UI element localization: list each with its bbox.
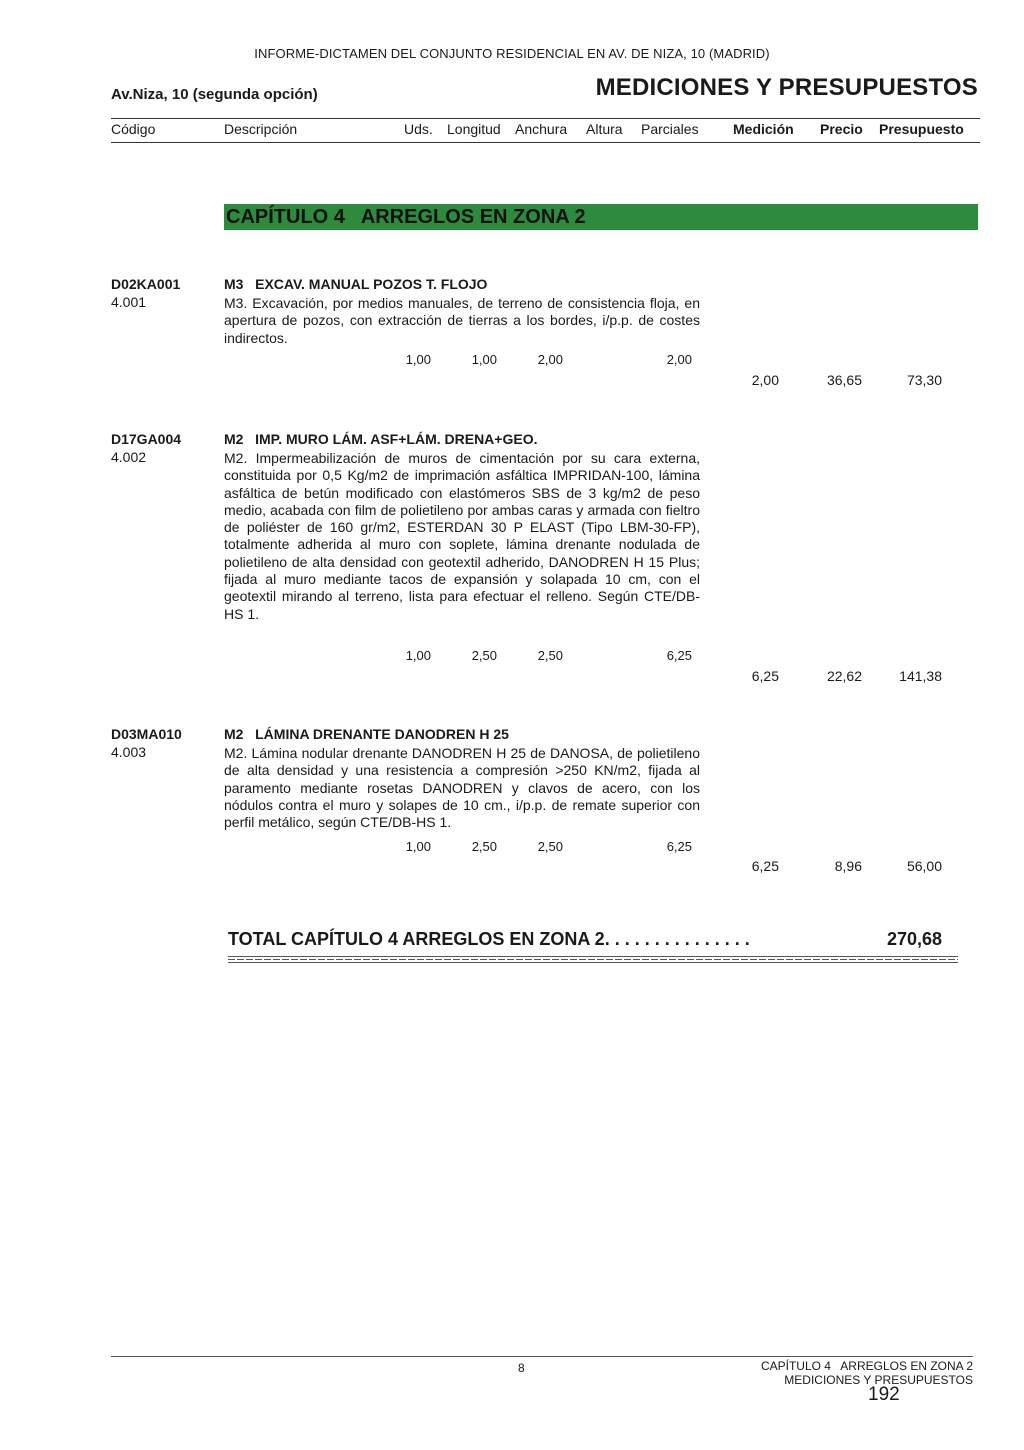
item-parciales: 6,25 — [666, 839, 692, 854]
item-parciales: 2,00 — [666, 352, 692, 367]
item-description: M2. Impermeabilización de muros de cimentación por su cara externa, constituida por 0,5 Kg/m2 de imprimación asfáltica IMPRIDAN-100, lámina asfáltica de betún modificado con elastómeros SBS de 3 kg/m2 de peso medio, acabada con film de polietileno por ambas caras y armada con fieltro de poliéster de 160 gr/m2, ESTERDAN 30 P ELAST (Tipo LBM-30-FP), totalmente adherida al muro con soplete, lámina drenante nodulada de polietileno de alta densidad con geotextil adherido, DANODREN H 15 Plus; fijada al muro mediante tacos de expansión y solapada 10 cm, con el geotextil mirando al terreno, lista para efectuar el relleno. Según CTE/DB-HS 1. — [224, 450, 700, 622]
report-title: INFORME-DICTAMEN DEL CONJUNTO RESIDENCIAL EN AV. DE NIZA, 10 (MADRID) — [254, 46, 770, 61]
item-anchura: 2,00 — [537, 352, 563, 367]
header-rule-bottom — [111, 142, 980, 143]
item-uds: 1,00 — [405, 648, 431, 663]
sheet-number: 192 — [868, 1384, 900, 1405]
item-medicion: 6,25 — [751, 668, 779, 684]
item-presupuesto: 73,30 — [906, 372, 942, 388]
item-presupuesto: 56,00 — [906, 858, 942, 874]
item-uds: 1,00 — [405, 352, 431, 367]
col-presupuesto: Presupuesto — [879, 121, 964, 137]
item-longitud: 1,00 — [471, 352, 497, 367]
item-description: M2. Lámina nodular drenante DANODREN H 25 de DANOSA, de polietileno de alta densidad y una resistencia a compresión >250 KN/m2, fijada al paramento mediante rosetas DANODREN y clavos de acero, con los nódulos contra el muro y solapes de 10 cm., i/p.p. de remate superior con perfil metálico, según CTE/DB-HS 1. — [224, 745, 700, 831]
item-uds: 1,00 — [405, 839, 431, 854]
item-presupuesto: 141,38 — [899, 668, 942, 684]
item-code: D17GA004 — [111, 431, 182, 447]
item-code: D03MA010 — [111, 726, 182, 742]
item-number: 4.002 — [111, 449, 147, 465]
item-title: M3 EXCAV. MANUAL POZOS T. FLOJO — [224, 276, 488, 292]
col-codigo: Código — [111, 121, 156, 137]
col-anchura: Anchura — [515, 121, 568, 137]
chapter-total-label: TOTAL CAPÍTULO 4 ARREGLOS EN ZONA 2. . . . . . . . . . . . . . . — [228, 929, 750, 949]
col-medicion: Medición — [733, 121, 794, 137]
col-precio: Precio — [820, 121, 863, 137]
item-precio: 36,65 — [826, 372, 862, 388]
item-number: 4.003 — [111, 744, 147, 760]
col-parciales: Parciales — [641, 121, 699, 137]
item-code: D02KA001 — [111, 276, 181, 292]
item-title: M2 LÁMINA DRENANTE DANODREN H 25 — [224, 726, 509, 742]
col-descripcion: Descripción — [224, 121, 298, 137]
total-double-rule — [228, 956, 958, 963]
site-name: Av.Niza, 10 (segunda opción) — [111, 86, 318, 103]
item-medicion: 2,00 — [751, 372, 779, 388]
item-precio: 22,62 — [826, 668, 862, 684]
page-number: 8 — [518, 1361, 525, 1375]
section-title: MEDICIONES Y PRESUPUESTOS — [595, 74, 978, 101]
col-longitud: Longitud — [447, 121, 501, 137]
col-uds: Uds. — [404, 121, 433, 137]
col-altura: Altura — [586, 121, 623, 137]
item-anchura: 2,50 — [537, 648, 563, 663]
item-longitud: 2,50 — [471, 648, 497, 663]
item-precio: 8,96 — [834, 858, 862, 874]
footer-chapter-ref: CAPÍTULO 4 ARREGLOS EN ZONA 2 — [760, 1359, 973, 1373]
chapter-total-value: 270,68 — [886, 929, 942, 949]
footer-section-ref: MEDICIONES Y PRESUPUESTOS — [784, 1373, 973, 1387]
item-medicion: 6,25 — [751, 858, 779, 874]
header-rule-top — [111, 118, 980, 119]
footer-rule — [111, 1356, 973, 1357]
item-description: M3. Excavación, por medios manuales, de terreno de consistencia floja, en apertura de pozos, con extracción de tierras a los bordes, i/p.p. de costes indirectos. — [224, 295, 700, 346]
item-title: M2 IMP. MURO LÁM. ASF+LÁM. DRENA+GEO. — [224, 431, 538, 447]
item-anchura: 2,50 — [537, 839, 563, 854]
item-parciales: 6,25 — [666, 648, 692, 663]
item-number: 4.001 — [111, 294, 147, 310]
item-longitud: 2,50 — [471, 839, 497, 854]
chapter-title: CAPÍTULO 4 ARREGLOS EN ZONA 2 — [226, 206, 586, 228]
